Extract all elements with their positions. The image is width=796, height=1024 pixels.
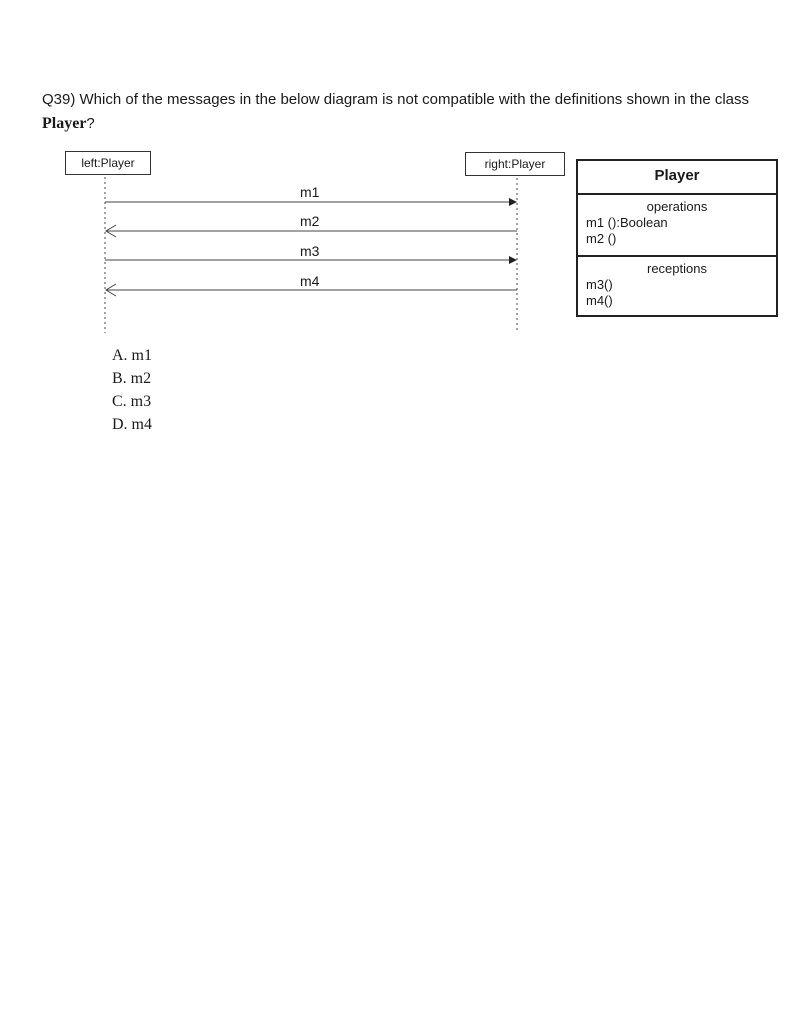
message-m4-label: m4 bbox=[300, 273, 320, 289]
message-m3-label: m3 bbox=[300, 243, 320, 259]
question-suffix: ? bbox=[86, 115, 95, 132]
right-lifeline-box: right:Player bbox=[465, 152, 565, 176]
message-m3-arrowhead bbox=[509, 256, 517, 264]
answer-options bbox=[112, 344, 152, 436]
message-m2-label: m2 bbox=[300, 213, 320, 229]
operations-header: operations bbox=[646, 199, 708, 214]
answer-option-c[interactable]: C. m3 bbox=[112, 393, 152, 410]
class-title: Player bbox=[578, 161, 776, 195]
reception-item: m4() bbox=[586, 293, 613, 308]
operation-item: m1 ():Boolean bbox=[586, 215, 668, 230]
reception-item: m3() bbox=[586, 277, 613, 292]
player-class-box bbox=[576, 159, 778, 317]
left-lifeline-box: left:Player bbox=[65, 151, 151, 175]
question-prefix: Q39) Which of the messages in the below diagram is not compatible with the definitions shown in the class bbox=[42, 91, 750, 108]
operation-item: m2 () bbox=[586, 231, 617, 246]
receptions-compartment bbox=[578, 257, 776, 309]
answer-option-a[interactable]: A. m1 bbox=[112, 347, 152, 364]
question-class-name: Player bbox=[42, 115, 87, 132]
answer-option-d[interactable]: D. m4 bbox=[112, 416, 152, 433]
message-m1-label: m1 bbox=[300, 184, 320, 200]
answer-option-b[interactable]: B. m2 bbox=[112, 370, 152, 387]
receptions-header: receptions bbox=[647, 261, 707, 276]
message-m1-arrowhead bbox=[509, 198, 517, 206]
operations-compartment bbox=[578, 195, 776, 257]
